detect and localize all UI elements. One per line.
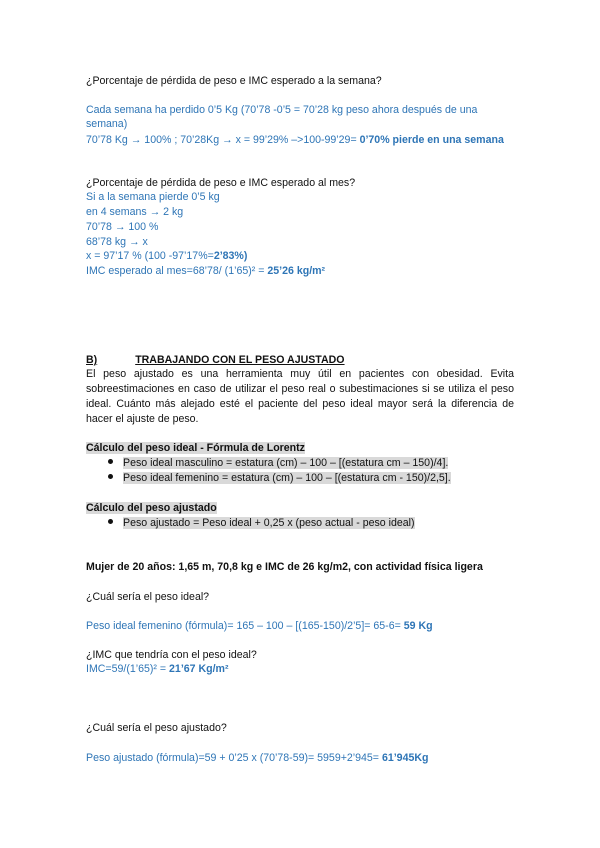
month-question: ¿Porcentaje de pérdida de peso e IMC esperado al mes? xyxy=(86,177,356,189)
month-answer-line-3: 70’78 → 100 % xyxy=(86,221,159,233)
answer-adjusted-text: Peso ajustado (fórmula)=59 + 0’25 x (70’78-59)= 5959+2’945= xyxy=(86,752,382,764)
month-percent-text: x = 97’17 % (100 -97’17%= xyxy=(86,250,214,262)
ideal-weight-heading: Cálculo del peso ideal - Fórmula de Lorentz xyxy=(86,442,305,454)
month-imc-result: 25’26 kg/m² xyxy=(267,265,326,277)
adjusted-bullet: Peso ajustado = Peso ideal + 0,25 x (peso actual - peso ideal) xyxy=(108,516,415,530)
case-answer-adjusted xyxy=(86,751,428,765)
section-b-paragraph: El peso ajustado es una herramienta muy útil en pacientes con obesidad. Evita sobreestimaciones en caso de utilizar el peso real o subestimaciones si se utiliza el peso ideal. Cuánto más alejado esté el paciente del peso ideal mayor será la diferencia de hacer el ajuste de peso. xyxy=(86,368,514,425)
week-answer-line-1: Cada semana ha perdido 0’5 Kg (70’78 -0’5 = 70’28 kg peso ahora después de una xyxy=(86,104,478,116)
week-answer-line-2: semana) xyxy=(86,118,128,130)
week-answer-result: 0’70% pierde en una semana xyxy=(359,134,504,146)
case-question-ideal: ¿Cuál sería el peso ideal? xyxy=(86,591,210,603)
month-answer-line-5 xyxy=(86,249,247,263)
answer-ideal-text: Peso ideal femenino (fórmula)= 165 – 100 – [(165-150)/2’5]= 65-6= xyxy=(86,620,404,632)
month-answer-line-6 xyxy=(86,264,325,278)
case-answer-ideal xyxy=(86,619,433,633)
ideal-bullet-female: Peso ideal femenino = estatura (cm) – 100 – [(estatura cm - 150)/2,5]. xyxy=(108,471,451,485)
bullet-dot-icon xyxy=(108,519,113,524)
bullet-dot-icon xyxy=(108,459,113,464)
answer-adjusted-result: 61’945Kg xyxy=(381,752,429,764)
answer-imc-result: 21’67 Kg/m² xyxy=(169,663,229,675)
adjusted-weight-heading: Cálculo del peso ajustado xyxy=(86,502,217,514)
month-answer-line-1: Si a la semana pierde 0’5 kg xyxy=(86,191,220,203)
case-question-adjusted: ¿Cuál sería el peso ajustado? xyxy=(86,722,227,734)
case-question-imc: ¿IMC que tendría con el peso ideal? xyxy=(86,649,257,661)
month-imc-text: IMC esperado al mes=68’78/ (1’65)² = xyxy=(86,265,268,277)
month-answer-line-2: en 4 semans → 2 kg xyxy=(86,206,184,218)
bullet-dot-icon xyxy=(108,474,113,479)
month-answer-line-4: 68’78 kg → x xyxy=(86,236,148,248)
answer-imc-text: IMC=59/(1’65)² = xyxy=(86,663,170,675)
case-answer-imc xyxy=(86,662,229,676)
section-b-heading xyxy=(86,353,345,367)
section-b-title: TRABAJANDO CON EL PESO AJUSTADO xyxy=(135,354,345,366)
week-answer-line-3 xyxy=(86,133,504,147)
week-question: ¿Porcentaje de pérdida de peso e IMC esperado a la semana? xyxy=(86,75,382,87)
answer-ideal-result: 59 Kg xyxy=(403,620,433,632)
ideal-bullet-male: Peso ideal masculino = estatura (cm) – 100 – [(estatura cm – 150)/4]. xyxy=(108,456,448,470)
section-b-letter: B) xyxy=(86,354,98,366)
case-title: Mujer de 20 años: 1,65 m, 70,8 kg e IMC de 26 kg/m2, con actividad física ligera xyxy=(86,561,483,573)
month-percent-result: 2’83%) xyxy=(213,250,248,262)
week-answer-text: 70’78 Kg → 100% ; 70’28Kg → x = 99’29% –>100-99’29= xyxy=(86,134,360,146)
